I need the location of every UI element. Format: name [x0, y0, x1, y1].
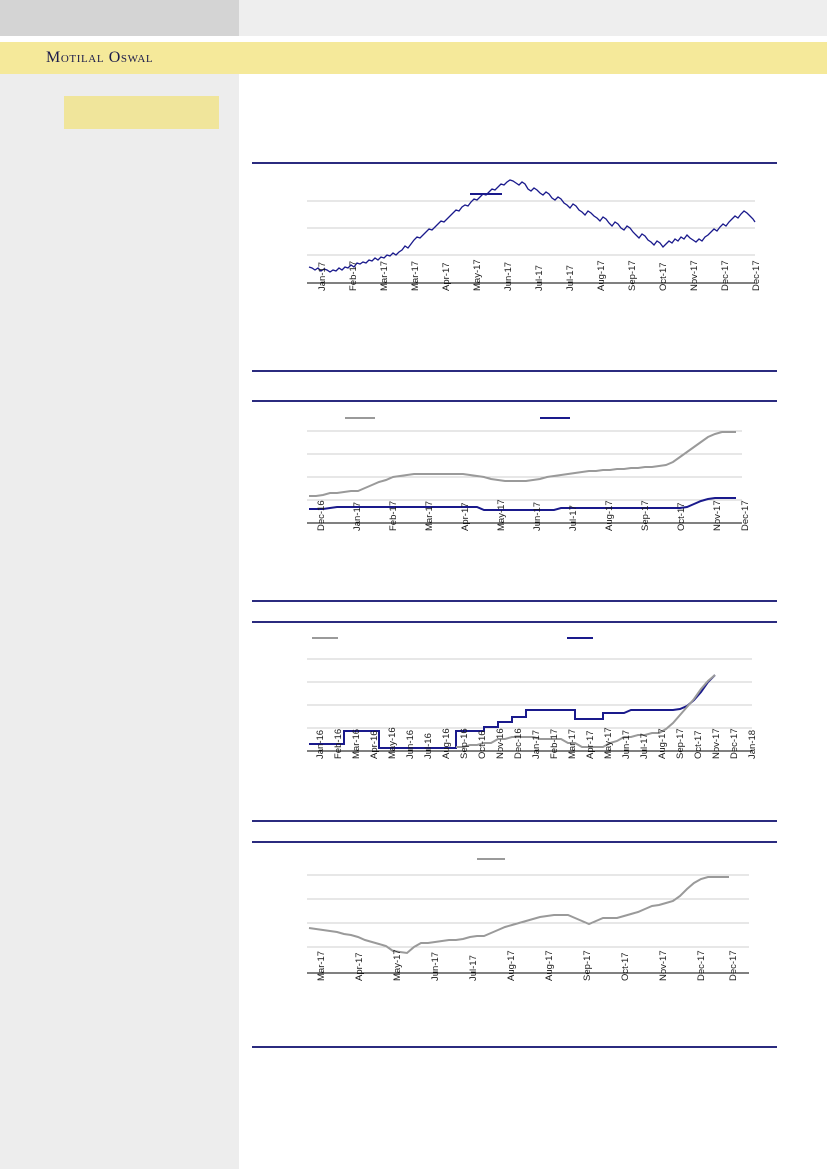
x-tick: Jul-17 [568, 505, 579, 531]
x-tick: Jun-17 [621, 729, 632, 759]
divider-below-chart-3 [252, 820, 777, 822]
x-tick: Mar-17 [424, 500, 435, 531]
x-tick: Jun-17 [430, 951, 441, 981]
x-tick: Jul-17 [534, 265, 545, 291]
chart-2-legend-swatch-grey [345, 417, 375, 419]
x-tick: Apr-17 [585, 730, 596, 759]
chart-2-legend-swatch-navy [540, 417, 570, 419]
x-tick: Jan-17 [531, 729, 542, 759]
x-tick: Jan-18 [747, 729, 758, 759]
chart-3-legend-swatch-grey [312, 637, 338, 639]
x-tick: Jan-17 [317, 261, 328, 291]
top-right-block [239, 0, 827, 36]
chart-2 [252, 406, 777, 541]
chart-4 [252, 847, 777, 992]
x-tick: Dec-17 [720, 260, 731, 291]
x-tick: Mar-17 [379, 260, 390, 291]
x-tick: Sep-17 [582, 950, 593, 981]
x-tick: Apr-17 [441, 262, 452, 291]
x-tick: Jul-17 [468, 955, 479, 981]
x-tick: Apr-17 [354, 952, 365, 981]
chart-4-x-axis-labels [252, 949, 777, 1038]
x-tick: Dec-17 [696, 950, 707, 981]
sidebar-highlight-box [64, 96, 219, 129]
divider-top-chart-3 [252, 621, 777, 623]
divider-below-chart-1 [252, 370, 777, 372]
x-tick: Nov-16 [495, 728, 506, 759]
chart-3 [252, 627, 777, 777]
x-tick: Aug-17 [544, 950, 555, 981]
chart-3-legend-swatch-navy [567, 637, 593, 639]
sidebar [0, 74, 239, 1169]
x-tick: Feb-17 [348, 260, 359, 291]
x-tick: Mar-17 [410, 260, 421, 291]
x-tick: Sep-17 [675, 728, 686, 759]
x-tick: Mar-17 [567, 728, 578, 759]
chart-2-plot [252, 406, 777, 541]
x-tick: Nov-17 [658, 950, 669, 981]
x-tick: Mar-17 [316, 950, 327, 981]
x-tick: Nov-17 [711, 728, 722, 759]
x-tick: Jun-16 [405, 729, 416, 759]
chart-1 [252, 168, 777, 303]
x-tick: Dec-17 [729, 728, 740, 759]
brand-title: Motilal Oswal [46, 49, 154, 66]
divider-top-chart-4 [252, 841, 777, 843]
x-tick: Dec-17 [728, 950, 739, 981]
x-tick: Dec-17 [740, 500, 751, 531]
x-tick: May-17 [603, 727, 614, 759]
divider-top-chart-1 [252, 162, 777, 164]
chart-1-x-axis-labels [252, 259, 777, 348]
x-tick: Oct-17 [620, 952, 631, 981]
x-tick: Jan-17 [352, 501, 363, 531]
x-tick: Dec-16 [513, 728, 524, 759]
divider-top-chart-2 [252, 400, 777, 402]
x-tick: Aug-16 [441, 728, 452, 759]
x-tick: Dec-16 [316, 500, 327, 531]
x-tick: Apr-16 [369, 730, 380, 759]
x-tick: Oct-16 [477, 730, 488, 759]
x-tick: May-16 [387, 727, 398, 759]
x-tick: Aug-17 [506, 950, 517, 981]
x-tick: Oct-17 [693, 730, 704, 759]
x-tick: Feb-17 [388, 500, 399, 531]
x-tick: Sep-17 [640, 500, 651, 531]
divider-below-chart-2 [252, 600, 777, 602]
x-tick: Oct-17 [676, 502, 687, 531]
divider-below-chart-4 [252, 1046, 777, 1048]
x-tick: Nov-17 [689, 260, 700, 291]
x-tick: Nov-17 [712, 500, 723, 531]
x-tick: Jun-17 [532, 501, 543, 531]
x-tick: Oct-17 [658, 262, 669, 291]
x-tick: Aug-17 [604, 500, 615, 531]
x-tick: Jul-16 [423, 733, 434, 759]
x-tick: Sep-16 [459, 728, 470, 759]
chart-2-x-axis-labels [252, 499, 777, 588]
x-tick: Jun-17 [503, 261, 514, 291]
x-tick: Jul-17 [565, 265, 576, 291]
x-tick: May-17 [472, 259, 483, 291]
x-tick: May-17 [392, 949, 403, 981]
x-tick: Feb-16 [333, 728, 344, 759]
chart-3-x-axis-labels [252, 727, 777, 816]
x-tick: Mar-16 [351, 728, 362, 759]
x-tick: Dec-17 [751, 260, 762, 291]
x-tick: Jan-16 [315, 729, 326, 759]
chart-4-legend-swatch [477, 858, 505, 860]
x-tick: Aug-17 [596, 260, 607, 291]
x-tick: Sep-17 [627, 260, 638, 291]
x-tick: Jul-17 [639, 733, 650, 759]
x-tick: Aug-17 [657, 728, 668, 759]
top-left-grey-block [0, 0, 239, 36]
x-tick: Feb-17 [549, 728, 560, 759]
x-tick: Apr-17 [460, 502, 471, 531]
chart-1-legend-swatch [470, 193, 502, 195]
x-tick: May-17 [496, 499, 507, 531]
